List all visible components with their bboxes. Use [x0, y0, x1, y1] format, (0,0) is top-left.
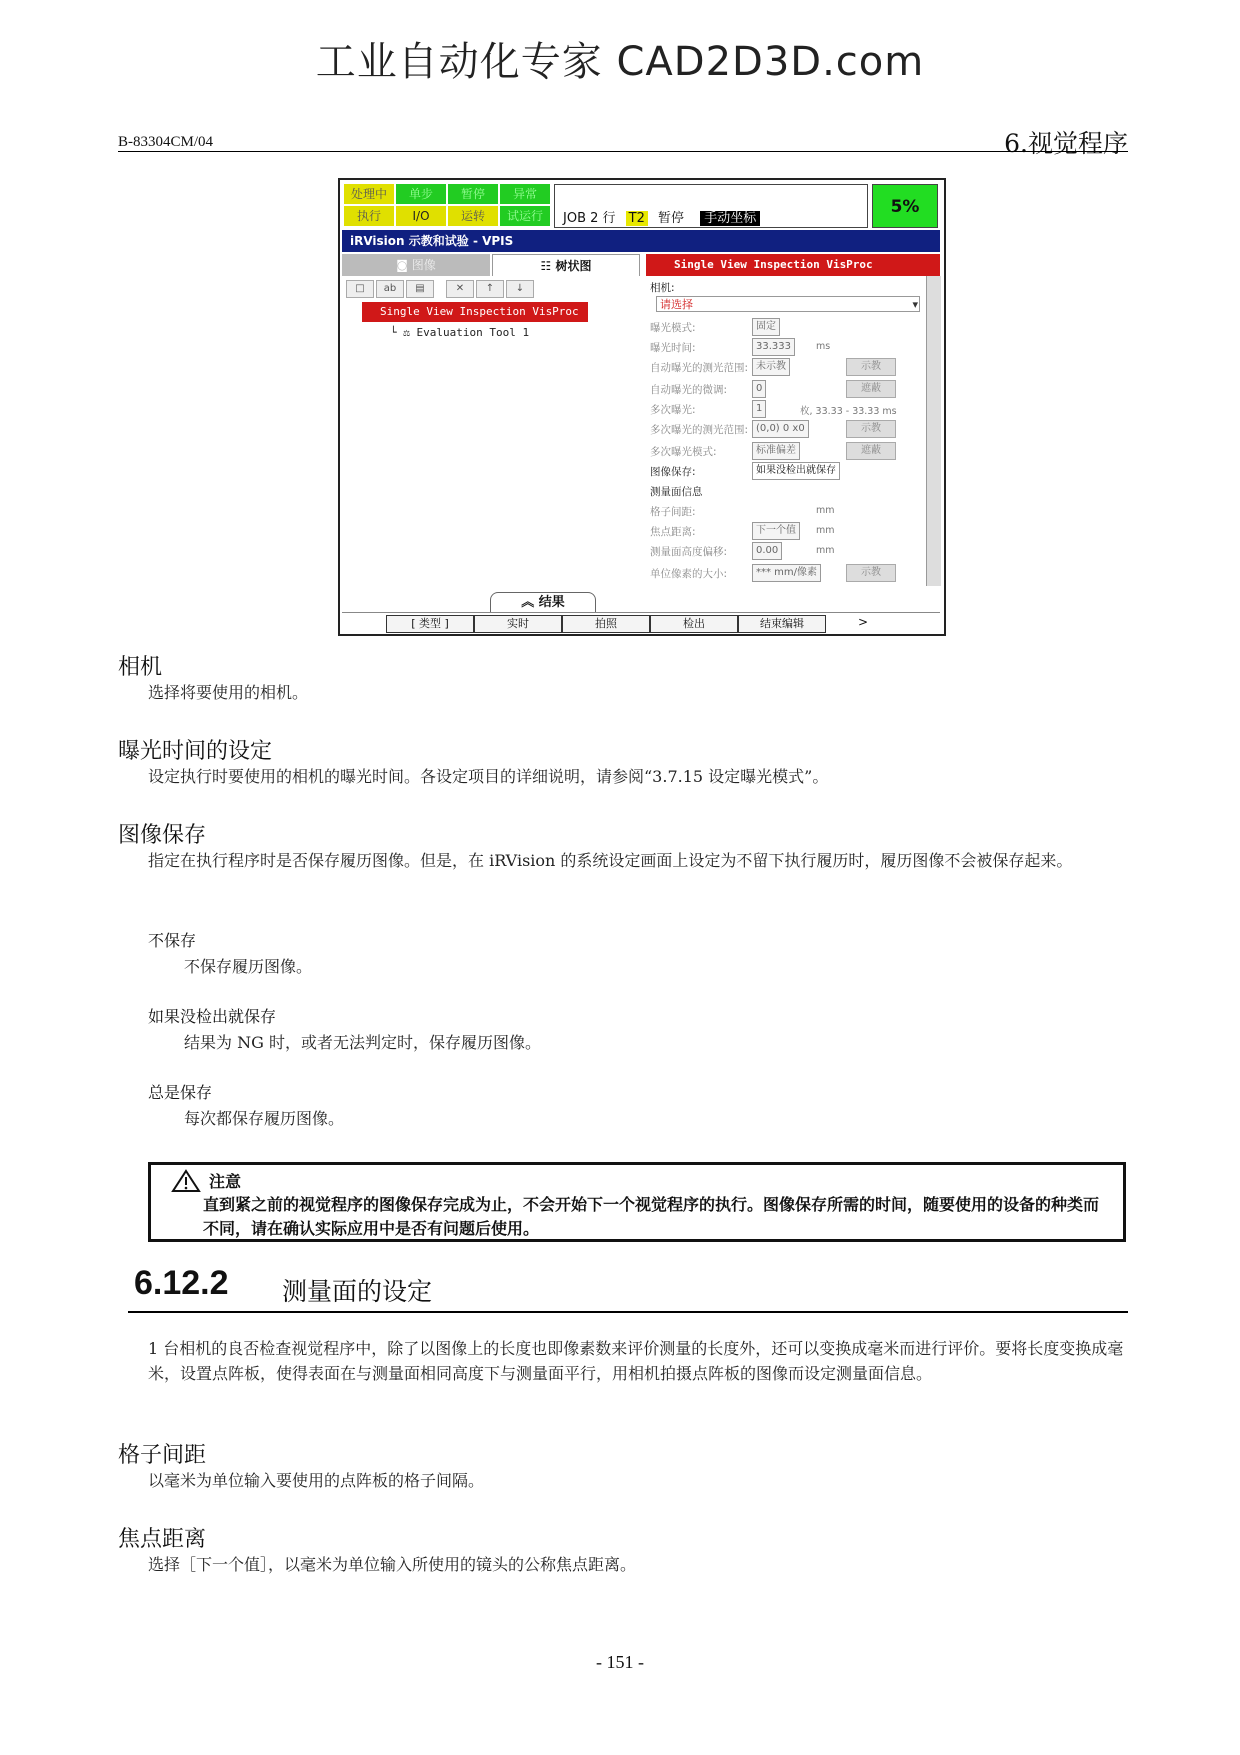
heading-camera: 相机	[118, 655, 163, 680]
status-busy: 处理中	[344, 184, 394, 204]
screen-title: iRVision 示教和试验 - VPIS	[342, 230, 940, 252]
tree-icon: ☷	[540, 259, 556, 273]
param-value[interactable]: (0,0) 0 x0	[752, 420, 809, 438]
tree-toolbar	[346, 280, 626, 298]
param-row	[650, 318, 922, 336]
text-camera: 选择将要使用的相机。	[148, 683, 309, 702]
param-row	[650, 380, 922, 398]
status-run: 执行	[344, 206, 394, 226]
param-row	[650, 400, 922, 418]
param-unit: mm	[816, 525, 835, 536]
param-row	[650, 442, 922, 460]
param-value[interactable]: 1	[752, 400, 766, 418]
function-keys	[342, 612, 940, 633]
tool-icon: ⚖	[403, 326, 410, 339]
param-unit: mm	[816, 545, 835, 556]
status-hold: 暂停	[448, 184, 498, 204]
site-banner: 工业自动化专家 CAD2D3D.com	[315, 39, 925, 85]
param-unit: ms	[816, 341, 831, 352]
section-rule	[128, 1311, 1128, 1313]
param-row	[650, 358, 922, 376]
warning-icon	[171, 1169, 201, 1193]
job-status-box	[554, 184, 868, 228]
pane-tabs	[342, 254, 642, 276]
status-indicators	[344, 184, 552, 226]
section-number: 6.12.2	[134, 1264, 229, 1302]
param-label: 曝光模式:	[650, 322, 696, 334]
param-row	[650, 564, 922, 582]
param-label: 多次曝光的测光范围:	[650, 424, 749, 436]
param-label: 格子间距:	[650, 506, 696, 518]
status-prod: 运转	[448, 206, 498, 226]
param-label: 自动曝光的测光范围:	[650, 362, 749, 374]
text-image-save: 指定在执行程序时是否保存履历图像。但是，在 iRVision 的系统设定画面上设定为不留下执行履历时，履历图像不会被保存起来。	[148, 851, 1073, 870]
param-label: 多次曝光:	[650, 404, 696, 416]
option-name: 如果没检出就保存	[148, 1007, 277, 1026]
param-button[interactable]: 遮蔽	[846, 442, 896, 460]
mode-badge: T2	[626, 211, 648, 226]
param-value[interactable]: 固定	[752, 318, 780, 336]
param-label: 自动曝光的微调:	[650, 384, 728, 396]
fkey-type[interactable]: [ 类型 ]	[386, 615, 474, 633]
job-name: JOB 2 行	[563, 211, 616, 226]
param-row	[650, 420, 922, 438]
param-label: 曝光时间:	[650, 342, 696, 354]
override-percent[interactable]: 5%	[872, 184, 938, 228]
move-up-icon[interactable]: ↑	[476, 280, 504, 298]
notice-text: 直到紧之前的视觉程序的图像保存完成为止，不会开始下一个视觉程序的执行。图像保存所需的时间，随要使用的设备的种类而不同，请在确认实际应用中是否有问题后使用。	[203, 1195, 1100, 1238]
header-rule	[118, 151, 1128, 152]
delete-icon[interactable]: ✕	[446, 280, 474, 298]
param-button[interactable]: 示教	[846, 420, 896, 438]
param-row	[650, 462, 922, 480]
fkey-end-edit[interactable]: 结束编辑	[738, 615, 826, 633]
tree-item-child[interactable]: └ ⚖ Evaluation Tool 1	[390, 326, 530, 339]
section-title: 测量面的设定	[282, 1277, 433, 1306]
notice-title: 注意	[209, 1172, 242, 1191]
run-state: 暂停	[658, 211, 685, 226]
option-name: 总是保存	[148, 1083, 213, 1102]
panel-title: Single View Inspection VisProc	[646, 254, 940, 276]
scrollbar[interactable]	[926, 276, 941, 586]
param-button[interactable]: 示教	[846, 564, 896, 582]
param-button[interactable]: 示教	[846, 358, 896, 376]
param-row	[650, 522, 922, 540]
camera-icon: ◙	[396, 258, 412, 272]
page-number: - 151 -	[596, 1652, 644, 1672]
tab-image[interactable]: ◙ 图像	[342, 254, 490, 276]
status-step: 单步	[396, 184, 446, 204]
notice-box	[148, 1162, 1126, 1242]
chevron-up-icon: ︽	[521, 595, 539, 610]
text-grid: 以毫米为单位输入要使用的点阵板的格子间隔。	[148, 1471, 485, 1490]
text-exposure: 设定执行时要使用的相机的曝光时间。各设定项目的详细说明，请参阅“3.7.15 设定曝光模式”。	[148, 767, 829, 786]
camera-label: 相机:	[650, 282, 675, 294]
param-value[interactable]: 33.333	[752, 338, 795, 356]
text-section: 1 台相机的良否检查视觉程序中，除了以图像上的长度也即像素数来评价测量的长度外，还可以变换成毫米而进行评价。要将长度变换成毫米，设置点阵板，使得表面在与测量面相同高度下与测量面平行，用相机拍摄点阵板的图像而设定测量面信息。	[148, 1339, 1124, 1383]
status-fault: 异常	[500, 184, 550, 204]
teach-pendant-screen	[338, 178, 946, 636]
param-label: 图像保存:	[650, 466, 696, 478]
param-value[interactable]: *** mm/像素	[752, 564, 821, 582]
status-io: I/O	[396, 206, 446, 226]
fkey-next[interactable]: >	[858, 615, 869, 629]
job-line	[563, 207, 760, 226]
param-row	[650, 338, 922, 356]
copy-icon[interactable]: ▤	[406, 280, 434, 298]
rename-icon[interactable]: ab	[376, 280, 404, 298]
param-row	[650, 502, 922, 520]
option-desc: 每次都保存履历图像。	[184, 1109, 345, 1128]
param-button[interactable]: 遮蔽	[846, 380, 896, 398]
new-icon[interactable]: □	[346, 280, 374, 298]
chapter-title: 6.视觉程序	[1004, 129, 1128, 158]
param-value[interactable]: 如果没检出就保存	[752, 462, 840, 480]
param-label: 单位像素的大小:	[650, 568, 728, 580]
param-value[interactable]: 标准偏差	[752, 442, 800, 460]
result-tab[interactable]: ︽ 结果	[490, 592, 596, 613]
option-desc: 不保存履历图像。	[184, 957, 313, 976]
camera-select[interactable]: 请选择 ▾	[656, 296, 920, 312]
fkey-find[interactable]: 检出	[650, 615, 738, 633]
param-value[interactable]: 下一个值	[752, 522, 800, 540]
tab-tree[interactable]: ☷ 树状图	[492, 254, 640, 276]
param-label: 测量面高度偏移:	[650, 546, 728, 558]
tree-pane	[342, 254, 642, 608]
param-label: 测量面信息	[650, 486, 703, 498]
heading-focal: 焦点距离	[118, 1527, 207, 1552]
chevron-down-icon: ▾	[912, 298, 918, 311]
param-row	[650, 482, 922, 500]
move-down-icon[interactable]: ↓	[506, 280, 534, 298]
param-unit: mm	[816, 505, 835, 516]
param-row	[650, 542, 922, 560]
param-label: 焦点距离:	[650, 526, 696, 538]
status-tcyc: 试运行	[500, 206, 550, 226]
param-value[interactable]: 未示教	[752, 358, 790, 376]
param-unit: 枚, 33.33 - 33.33 ms	[800, 406, 897, 417]
heading-grid: 格子间距	[118, 1443, 207, 1468]
option-desc: 结果为 NG 时，或者无法判定时，保存履历图像。	[184, 1033, 541, 1052]
text-focal: 选择［下一个值］，以毫米为单位输入所使用的镜头的公称焦点距离。	[148, 1555, 637, 1574]
doc-code: B-83304CM/04	[118, 134, 214, 150]
fkey-snap[interactable]: 拍照	[562, 615, 650, 633]
option-name: 不保存	[148, 931, 197, 950]
fkey-live[interactable]: 实时	[474, 615, 562, 633]
param-value[interactable]: 0	[752, 380, 766, 398]
param-label: 多次曝光模式:	[650, 446, 717, 458]
tree-item-root[interactable]: Single View Inspection VisProc	[362, 302, 588, 322]
coord-badge: 手动坐标	[700, 211, 760, 226]
setup-pane	[646, 254, 942, 608]
heading-exposure: 曝光时间的设定	[118, 739, 273, 764]
param-value[interactable]: 0.00	[752, 542, 782, 560]
heading-image-save: 图像保存	[118, 823, 207, 848]
